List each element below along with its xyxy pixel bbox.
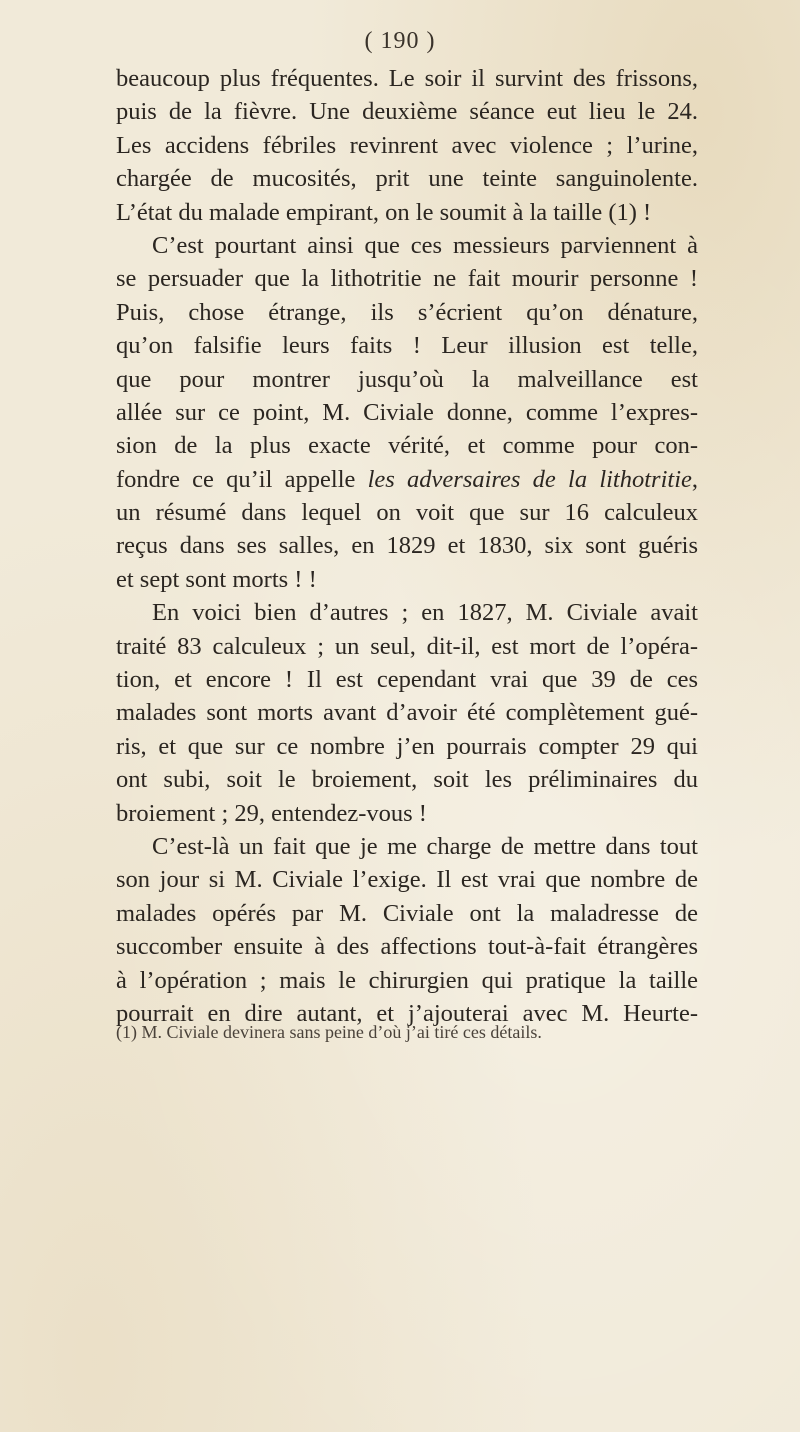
text-line: malades opérés par M. Civiale ont la maladresse de bbox=[116, 899, 698, 927]
text-line: allée sur ce point, M. Civiale donne, comme l’expres- bbox=[116, 398, 698, 426]
text-line: broiement ; 29, entendez-vous ! bbox=[116, 799, 427, 827]
text-line: tion, et encore ! Il est cependant vrai que 39 de ces bbox=[116, 666, 698, 694]
text-line: beaucoup plus fréquentes. Le soir il survint des frissons, bbox=[116, 65, 698, 92]
text-line: qu’on falsifie leurs faits ! Leur illusion est telle, bbox=[116, 332, 698, 360]
text-line: son jour si M. Civiale l’exige. Il est vrai que nombre de bbox=[116, 866, 698, 894]
text-line: Les accidens fébriles revinrent avec violence ; l’urine, bbox=[116, 131, 698, 159]
text-line: que pour montrer jusqu’où la malveillance est bbox=[116, 365, 698, 393]
footnote: (1) M. Civiale devinera sans peine d’où j’ai tiré ces détails. bbox=[116, 1022, 542, 1042]
paragraph-4 bbox=[116, 830, 698, 1030]
paragraph-1 bbox=[116, 62, 698, 229]
italic-title: les adversaires de la lithotritie bbox=[367, 465, 692, 493]
text-line: C’est-là un fait que je me charge de mettre dans tout bbox=[152, 832, 698, 860]
text-line: L’état du malade empirant, on le soumit à la taille (1) ! bbox=[116, 198, 652, 226]
text-line: chargée de mucosités, prit une teinte sanguinolente. bbox=[116, 165, 698, 193]
page-number: ( 190 ) bbox=[364, 28, 436, 54]
text-line: traité 83 calculeux ; un seul, dit-il, est mort de l’opéra- bbox=[116, 632, 698, 660]
text-segment: fondre ce qu’il appelle bbox=[116, 465, 368, 493]
body-text bbox=[116, 62, 698, 1030]
text-line: et sept sont morts ! ! bbox=[116, 565, 317, 593]
text-line: succomber ensuite à des affections tout-à-fait étrangères bbox=[116, 933, 698, 961]
text-line: ris, et que sur ce nombre j’en pourrais compter 29 qui bbox=[116, 732, 698, 760]
text-line: ont subi, soit le broiement, soit les préliminaires du bbox=[116, 766, 698, 794]
text-line: à l’opération ; mais le chirurgien qui pratique la taille bbox=[116, 966, 698, 994]
text-line: reçus dans ses salles, en 1829 et 1830, six sont guéris bbox=[116, 532, 698, 560]
paragraph-2 bbox=[116, 229, 698, 596]
text-line: sion de la plus exacte vérité, et comme pour con- bbox=[116, 432, 698, 460]
text-line: C’est pourtant ainsi que ces messieurs parviennent à bbox=[152, 231, 698, 259]
text-segment: , bbox=[691, 465, 698, 493]
text-line: un résumé dans lequel on voit que sur 16 calculeux bbox=[116, 499, 698, 527]
paragraph-3 bbox=[116, 596, 698, 830]
text-line: Puis, chose étrange, ils s’écrient qu’on dénature, bbox=[116, 298, 698, 326]
text-line: En voici bien d’autres ; en 1827, M. Civiale avait bbox=[152, 599, 698, 627]
text-line-italic-title bbox=[116, 463, 698, 496]
text-line: puis de la fièvre. Une deuxième séance eut lieu le 24. bbox=[116, 98, 698, 126]
text-line: malades sont morts avant d’avoir été complètement gué- bbox=[116, 699, 698, 727]
text-line: se persuader que la lithotritie ne fait mourir personne ! bbox=[116, 265, 698, 293]
text-line: pourrait en dire autant, et j’ajouterai avec M. Heurte- bbox=[116, 999, 698, 1027]
